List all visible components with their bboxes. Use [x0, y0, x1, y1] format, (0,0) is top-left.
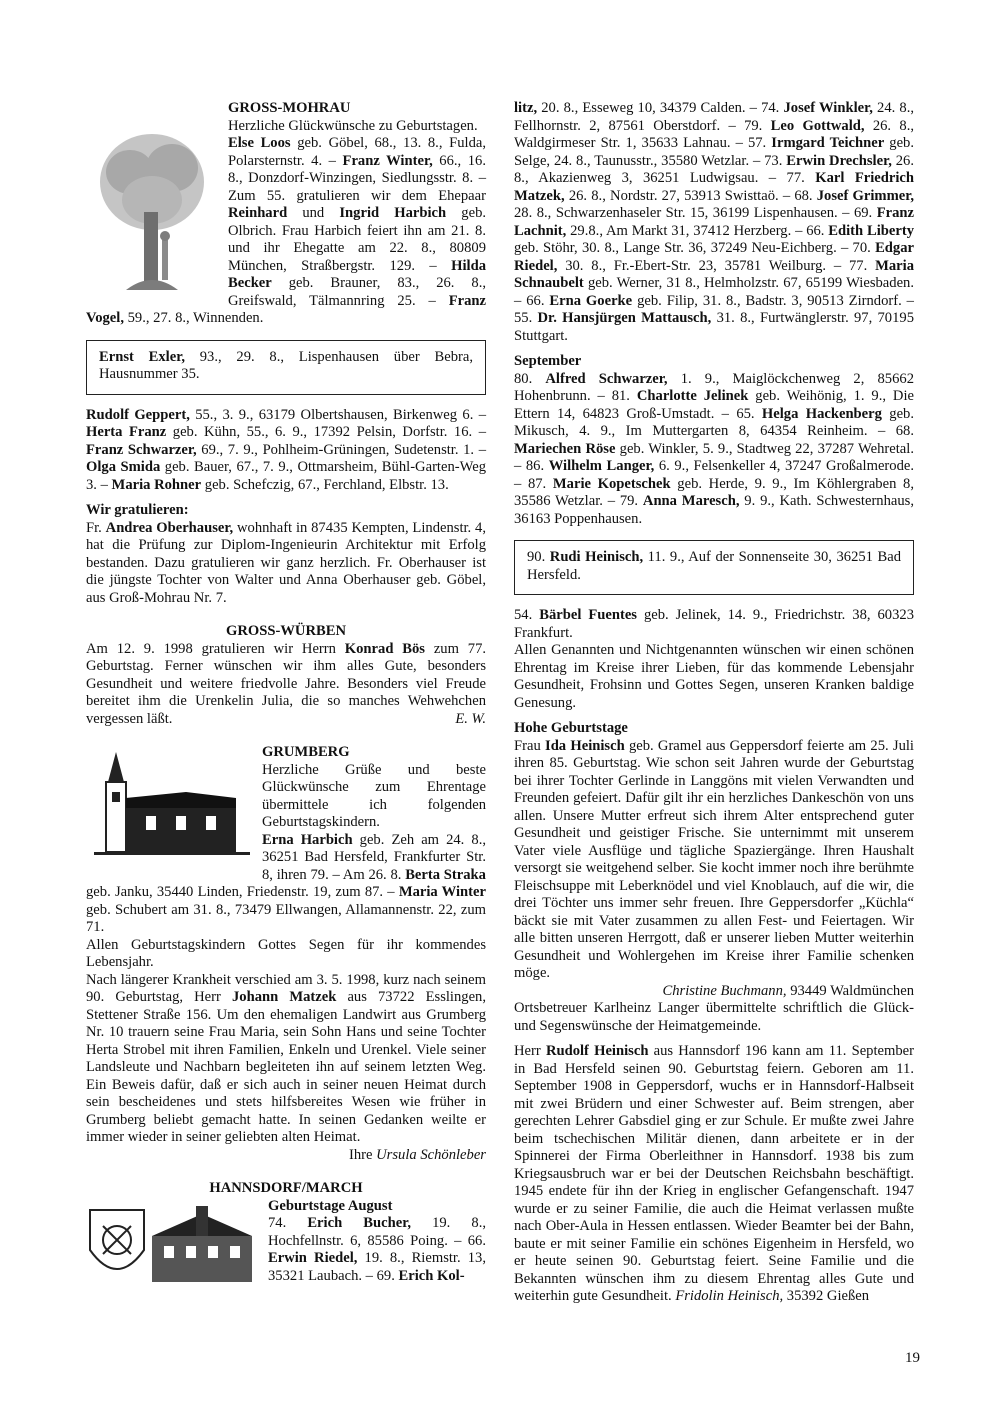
section-grumberg — [86, 744, 486, 1164]
section-gross-wuerben — [86, 623, 486, 728]
tree-illustration — [86, 120, 218, 298]
section-title: GRUMBERG — [262, 744, 350, 760]
paragraph: litz, 20. 8., Esseweg 10, 34379 Calden. – 74. Josef Winkler, 24. 8., Fellhornstr. 2, 87561 Oberstdorf. – 79. Leo Gottwald, 26. 8., Waldgirmeser Str. 1, 35633 Lahnau. – 57. Irmgard Teichner geb. Selge, 24. 8., Taunusstr., 35580 Wetzlar. – 73. Erwin Drechsler, 26. 8., Akazienweg 3, 36251 Ludwigsau. – 77. Karl Friedrich Matzek, 26. 8., Nordstr. 27, 53913 Swisttaö. – 68. Josef Grimmer, 28. 8., Schwarzenhaseler Str. 15, 36199 Lispenhausen. – 69. Franz Lachnit, 29.8., Am Markt 31, 37412 Herzberg. – 66. Edith Liberty geb. Stöhr, 30. 8., Lange Str. 36, 37249 Neu-Eichberg. – 70. Edgar Riedel, 30. 8., Fr.-Ebert-Str. 23, 35781 Weilburg. – 77. Maria Schnaubelt geb. Werner, 31 8., Helmholzstr. 67, 65199 Wiesbaden. – 66. Erna Goerke geb. Filip, 31. 8., Badstr. 3, 90513 Zirndorf. – 55. Dr. Hansjürgen Mattausch, 31. 8., Furtwänglerstr. 97, 70195 Stuttgart. — [514, 100, 915, 344]
section-title: HANNSDORF/MARCH — [209, 1180, 363, 1196]
church-illustration — [86, 752, 252, 870]
paragraph: Nach längerer Krankheit verschied am 3. 5. 1998, kurz nach seinem 90. Geburtstag, Herr Johann Matzek aus 73722 Esslingen, Stettener Straße 156. Um den ehemaligen Landwirt aus Grumberg Nr. 10 trauern seine Frau Maria, sein Sohn Hans und seine Tochter Herta Strobel mit ihren Familien, Enkeln und Urenkel. Viele seiner Landsleute und Nachbarn begleiteten ihn auf seinem letzten Weg. Ein Beweis dafür, daß er sich auch in seiner neuen Heimat durch sein bescheidenes und stets hilfsbereites Wesen wie früher in Grumberg beliebt gemacht hatte. In seinen Gedanken weilte er immer wieder in seiner geliebten alten Heimat. — [86, 971, 486, 1145]
left-column — [86, 100, 486, 1290]
section-gross-mohrau — [86, 100, 486, 607]
signature: Ihre Ursula Schönleber — [348, 1146, 486, 1163]
subheading: Wir gratulieren: — [86, 502, 189, 518]
highlight-box: Ernst Exler, 93., 29. 8., Lispenhausen über Bebra, Hausnummer 35. — [86, 340, 486, 395]
village-crest-illustration — [86, 1200, 258, 1288]
right-column — [514, 100, 914, 1306]
paragraph: Allen Genannten und Nichtgenannten wünschen wir einen schönen Ehrentag im Kreise ihrer Lieben, für das kommende Lebensjahr Gesundheit, Frohsinn und Gottes Segen, unseren Kranken baldige Genesung. — [514, 642, 914, 711]
paragraph: 74. Erich Bucher, 19. 8., Hochfellnstr. 6, 85586 Poing. – 66. Erwin Riedel, 19. 8., Riemstr. 13, 35321 Laubach. – 69. Erich Kol- — [268, 1215, 486, 1284]
paragraph: Herzliche Grüße und beste Glückwünsche zum Ehrentage übermittele ich folgenden Geburtstagskindern. Erna Harbich geb. Zeh am 24. 8., 36251 Bad Hersfeld, Frankfurter Str. 8, ihren 79. – Am 26. 8. Berta Straka geb. Janku, 35440 Linden, Friedenstr. 19, zum 87. – Maria Winter geb. Schubert am 31. 8., 73479 Ellwangen, Allamannenstr. 22, zum 71. — [86, 761, 486, 935]
subheading: September — [514, 353, 582, 369]
section-hannsdorf — [86, 1180, 486, 1285]
subheading: Hohe Geburtstage — [514, 720, 628, 736]
section-title: GROSS-MOHRAU — [228, 100, 351, 116]
signature: Christine Buchmann, 93449 Waldmünchen — [662, 982, 914, 999]
paragraph: Allen Geburtstagskindern Gottes Segen für ihr kommendes Lebensjahr. — [86, 936, 486, 970]
paragraph: 54. Bärbel Fuentes geb. Jelinek, 14. 9., Friedrichstr. 38, 60323 Frankfurt. — [514, 607, 914, 641]
subheading: Geburtstage August — [268, 1197, 393, 1214]
page-number: 19 — [905, 1350, 920, 1366]
signature: E. W. — [455, 710, 486, 727]
paragraph: Fr. Andrea Oberhauser, wohnhaft in 87435 Kempten, Lindenstr. 4, hat die Prüfung zur Diplom-Ingenieurin Architektur mit Erfolg bestanden. Dazu gratulieren wir ganz herzlich. Fr. Oberhauser ist die jüngste Tochter von Walter und Anna Oberhauser geb. Göbel, aus Groß-Mohrau Nr. 7. — [86, 519, 486, 606]
paragraph: Herzliche Glückwünsche zu Geburtstagen. Else Loos geb. Göbel, 68., 13. 8., Fulda, Polarsternstr. 4. – Franz Winter, 66., 16. 8., Donzdorf-Winzingen, Siedlungsstr. 8. – Zum 55. gratulieren wir dem Ehepaar Reinhard und Ingrid Harbich geb. Olbrich. Frau Harbich feiert ihn am 21. 8. und ihr Ehegatte am 22. 8., 80809 München, Straßbergstr. 129. – Hilda Becker geb. Brauner, 83., 26. 8., Greifswald, Tälmannring 25. – Franz Vogel, 59., 27. 8., Winnenden. — [86, 117, 487, 326]
section-title: GROSS-WÜRBEN — [225, 623, 346, 639]
paragraph: 80. Alfred Schwarzer, 1. 9., Maiglöckchenweg 2, 85662 Hohenbrunn. – 81. Charlotte Jelinek geb. Weihönig, 1. 9., Die Ettern 14, 64823 Groß-Umstadt. – 65. Helga Hackenberg geb. Mikusch, 4. 9., Im Muttergarten 8, 64354 Reinheim. – 68. Mariechen Röse geb. Winkler, 5. 9., Stadtweg 22, 37287 Wehretal. – 86. Wilhelm Langer, 6. 9., Felsenkeller 4, 37247 Großalmerode. – 87. Marie Kopetschek geb. Herde, 9. 9., Im Köhlergraben 8, 35586 Wetzlar. – 79. Anna Maresch, 9. 9., Kath. Schwesternhaus, 36163 Poppenhausen. — [514, 370, 915, 527]
highlight-box: 90. Rudi Heinisch, 11. 9., Auf der Sonnenseite 30, 36251 Bad Hersfeld. — [514, 540, 914, 595]
paragraph: Ortsbetreuer Karlheinz Langer übermittelte schriftlich die Glück- und Segenswünsche der Heimatgemeinde. — [514, 1000, 914, 1034]
paragraph: Am 12. 9. 1998 gratulieren wir Herrn Konrad Bös zum 77. Geburtstag. Ferner wünschen wir ihm alles Gute, besonders Gesundheit und weitere friedvolle Jahre. Besonders viel Freude bereitet ihm die Urenkelin Julia, die so manches Wehwehchen vergessen läßt. E. W. — [86, 640, 487, 727]
paragraph: Rudolf Geppert, 55., 3. 9., 63179 Olbertshausen, Birkenweg 6. – Herta Franz geb. Kühn, 55., 6. 9., 17392 Pelsin, Dorfstr. 16. – Franz Schwarzer, 69., 7. 9., Pohlheim-Grüningen, Sudetenstr. 1. – Olga Smida geb. Bauer, 67., 7. 9., Ottmarsheim, Bühl-Garten-Weg 3. – Maria Rohner geb. Schefczig, 67., Ferchland, Elbstr. 13. — [86, 406, 486, 493]
signature: Fridolin Heinisch, — [675, 1288, 784, 1304]
paragraph: Herr Rudolf Heinisch aus Hannsdorf 196 kann am 11. September in Bad Hersfeld seinen 90. Geburtstag feiern. Geboren am 11. September 1908 in Geppersdorf, wuchs er in Hannsdorf-Halbseit mit zwei Brüdern und einer Schwester auf. Beim strengen, aber gerechten Lehrer Gabsdiel ging er zur Schule. Er mußte zwei Jahre beim tschechischen Militär dienen, dann arbeitete er in der Spinnerei der Firma Oberleithner in Hannsdorf. 1938 bis zum Kriegsausbruch war er bei der Deutschen Reichsbahn beschäftigt. 1945 endete für ihn der Krieg in englischer Gefangenschaft. 1947 wurde er zu seiner Familie, die auch die Heimat verlassen mußte nach Ober-Aula in Hessen entlassen. Wieder Beamter bei der Bahn, baute er mit seiner Familie ein schönes Eigenheim in Hersfeld, wo er heute seinen 90. Geburtstag feiert. Seine Familie und die Bekannten wünschen ihm zu diesem Ehrentag alles Gute und weiterhin gute Gesundheit. Fridolin Heinisch, 35392 Gießen — [514, 1043, 914, 1304]
paragraph: Frau Ida Heinisch geb. Gramel aus Geppersdorf feierte am 25. Juli ihren 85. Geburtstag. Wie schon seit Jahren wurde der Geburtstag bei ihrer Tochter Gerlinde in Langgöns mit vielen Verwandten und Freunden gefeiert. Dafür gilt ihr ein herzliches Dankeschön von uns allen. Unsere Mutter erfreut sich ihrem Alter entsprechend guter Gesundheit und geistiger Frische. Sie unternimmt mit unserem Vater viele Ausflüge und tägliche Spaziergänge. Ihren Haushalt versorgt sie weitgehend selber. Sie kocht immer noch ihre berühmte Fleischsuppe mit Leberknödel und viel Knoblauch, auf die wir, die drei Töchter uns immer sehr freuen. Ihre Geppersdorfer „Küchla“ bäckt sie mit Vater zusammen zu allen Fest- und Feiertagen. Wir alle bitten unseren Herrgott, daß er unserer lieben Mutter weiterhin Gesundheit und Wohlergehen im Kreise ihrer Familie schenken möge. — [514, 737, 914, 981]
